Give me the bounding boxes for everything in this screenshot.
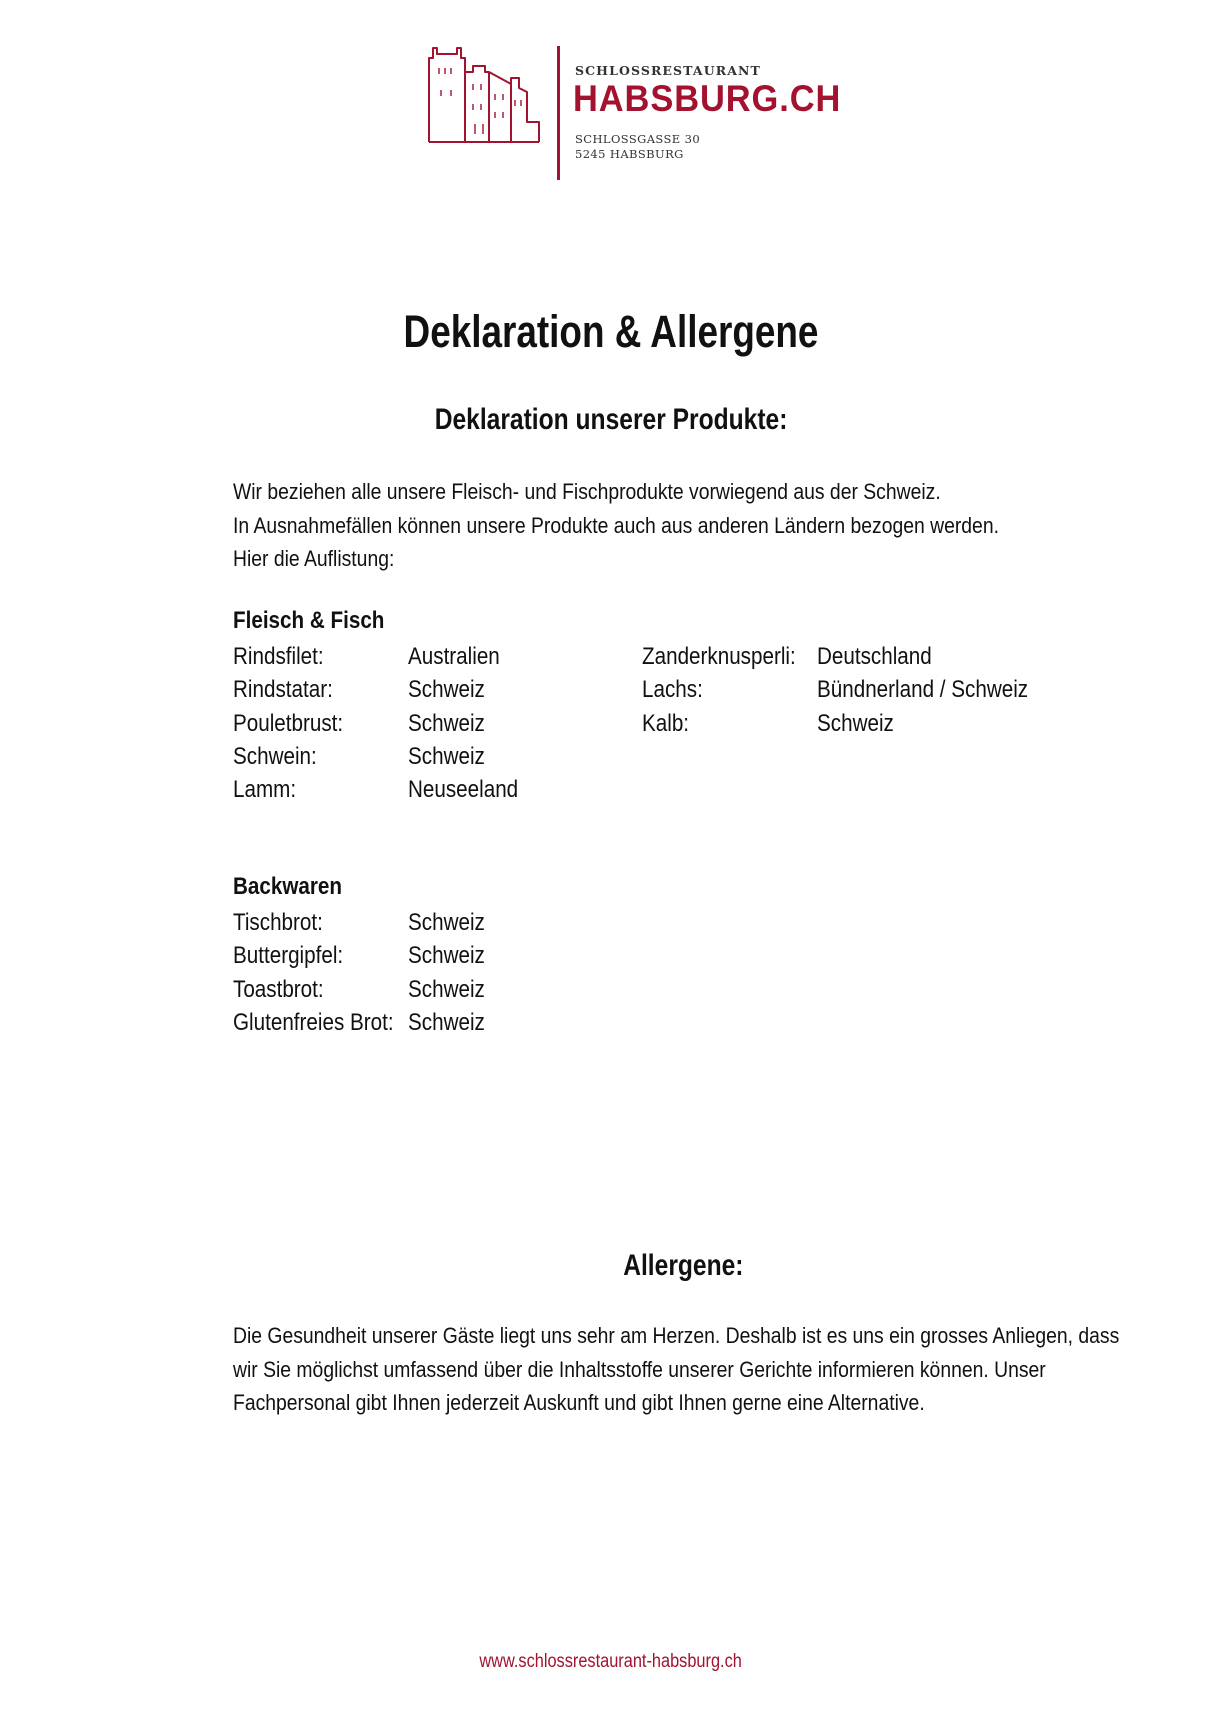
item-origin: Schweiz — [408, 742, 485, 770]
item-name: Schwein: — [233, 742, 317, 770]
intro-line: Wir beziehen alle unsere Fleisch- und Fischprodukte vorwiegend aus der Schweiz. — [233, 479, 941, 504]
brand-tagline: SCHLOSSRESTAURANT — [575, 63, 761, 78]
website-link[interactable]: www.schlossrestaurant-habsburg.ch — [479, 1651, 743, 1672]
item-name: Buttergipfel: — [233, 942, 344, 970]
item-name: Lamm: — [233, 776, 297, 804]
list-item — [233, 640, 613, 673]
allergens-line: Fachpersonal gibt Ihnen jederzeit Auskunft und gibt Ihnen gerne eine Alternative. — [233, 1390, 925, 1415]
item-origin: Schweiz — [408, 942, 485, 970]
item-name: Rindsfilet: — [233, 643, 324, 670]
list-item — [233, 773, 613, 806]
item-name: Zanderknusperli: — [642, 643, 796, 670]
item-name: Tischbrot: — [233, 909, 323, 936]
item-origin: Schweiz — [817, 709, 894, 737]
list-item — [642, 707, 1042, 740]
list-item — [233, 673, 613, 706]
item-origin: Deutschland — [817, 643, 932, 670]
brand-name: HABSBURG.CH — [573, 78, 842, 119]
item-name: Lachs: — [642, 676, 703, 704]
item-origin: Schweiz — [408, 709, 485, 737]
allergens-line: wir Sie möglichst umfassend über die Inhaltsstoffe unserer Gerichte informieren können. Unser — [233, 1356, 1046, 1382]
allergens-line: Die Gesundheit unserer Gäste liegt uns sehr am Herzen. Deshalb ist es uns ein grosses Anliegen, dass — [233, 1323, 1120, 1348]
allergens-text — [233, 1319, 1222, 1420]
item-origin: Neuseeland — [408, 776, 519, 804]
item-name: Glutenfreies Brot: — [233, 1008, 394, 1036]
list-item — [233, 740, 613, 773]
list-item — [233, 939, 613, 972]
bakery-list — [233, 906, 613, 1039]
list-item — [233, 1006, 613, 1039]
list-item — [642, 673, 1042, 706]
allergens-heading: Allergene: — [622, 1249, 744, 1282]
item-origin: Bündnerland / Schweiz — [817, 676, 1029, 704]
section-title-bakery: Backwaren — [233, 873, 343, 900]
section-title-meat-fish: Fleisch & Fisch — [233, 607, 385, 634]
item-name: Toastbrot: — [233, 975, 324, 1003]
item-origin: Australien — [408, 643, 500, 670]
item-name: Kalb: — [642, 709, 690, 737]
address-street: SCHLOSSGASSE 30 — [575, 132, 701, 146]
page-title: Deklaration & Allergene — [403, 306, 819, 357]
list-item — [233, 707, 613, 740]
castle-icon — [427, 44, 545, 144]
intro-line: In Ausnahmefällen können unsere Produkte auch aus anderen Ländern bezogen werden. — [233, 512, 999, 538]
item-origin: Schweiz — [408, 676, 485, 704]
declaration-intro — [233, 475, 1124, 576]
meat-fish-list-right — [642, 640, 1042, 740]
letterhead — [0, 0, 1222, 200]
item-origin: Schweiz — [408, 909, 485, 936]
item-name: Rindstatar: — [233, 676, 333, 704]
item-origin: Schweiz — [408, 1008, 485, 1036]
meat-fish-list-left — [233, 640, 613, 806]
list-item — [233, 973, 613, 1006]
intro-line: Hier die Auflistung: — [233, 546, 395, 571]
list-item — [233, 906, 613, 939]
item-name: Pouletbrust: — [233, 709, 344, 737]
declaration-heading: Deklaration unserer Produkte: — [434, 403, 788, 436]
item-origin: Schweiz — [408, 975, 485, 1003]
letterhead-divider — [557, 46, 560, 180]
address-city: 5245 HABSBURG — [575, 147, 684, 161]
list-item — [642, 640, 1042, 673]
